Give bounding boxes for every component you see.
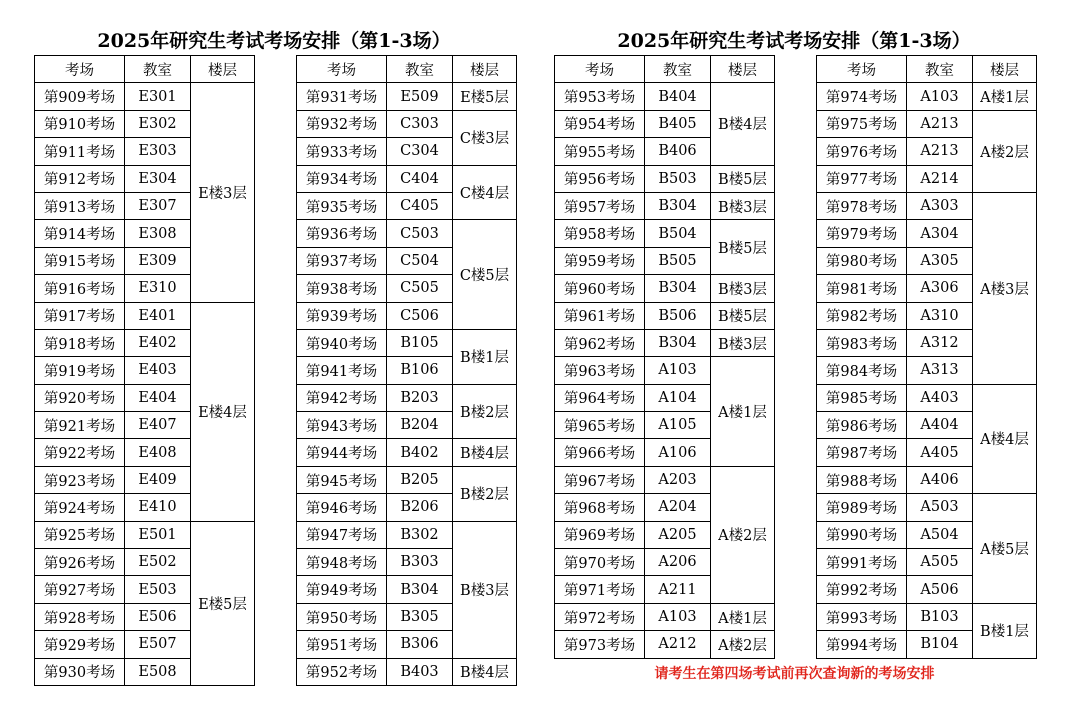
floor-cell: B楼2层 <box>453 384 517 439</box>
exam-room-cell: 第948考场 <box>297 549 387 576</box>
exam-room-cell: 第932考场 <box>297 110 387 137</box>
exam-room-cell: 第926考场 <box>35 549 125 576</box>
classroom-cell: A212 <box>645 631 711 658</box>
exam-room-cell: 第933考场 <box>297 138 387 165</box>
table-row <box>817 603 1037 630</box>
exam-room-cell: 第967考场 <box>555 466 645 493</box>
exam-room-cell: 第952考场 <box>297 658 387 685</box>
floor-cell: C楼5层 <box>453 220 517 330</box>
exam-room-cell: 第953考场 <box>555 83 645 110</box>
classroom-cell: E410 <box>125 494 191 521</box>
classroom-cell: B206 <box>387 494 453 521</box>
exam-room-cell: 第914考场 <box>35 220 125 247</box>
classroom-cell: B304 <box>387 576 453 603</box>
exam-room-cell: 第950考场 <box>297 603 387 630</box>
header-classroom: 教室 <box>125 56 191 83</box>
table-row <box>817 384 1037 411</box>
classroom-cell: A303 <box>907 192 973 219</box>
classroom-cell: C304 <box>387 138 453 165</box>
exam-room-cell: 第939考场 <box>297 302 387 329</box>
floor-cell: A楼2层 <box>711 631 775 658</box>
table-row <box>555 165 775 192</box>
table-row <box>817 83 1037 110</box>
exam-room-cell: 第960考场 <box>555 275 645 302</box>
floor-cell: E楼5层 <box>191 521 255 685</box>
exam-room-cell: 第972考场 <box>555 603 645 630</box>
exam-room-cell: 第986考场 <box>817 412 907 439</box>
table-row <box>35 521 255 548</box>
classroom-cell: B205 <box>387 466 453 493</box>
floor-cell: B楼4层 <box>453 658 517 685</box>
classroom-cell: B406 <box>645 138 711 165</box>
exam-room-cell: 第969考场 <box>555 521 645 548</box>
exam-room-cell: 第940考场 <box>297 329 387 356</box>
exam-room-cell: 第910考场 <box>35 110 125 137</box>
floor-cell: A楼1层 <box>973 83 1037 110</box>
table-row <box>555 603 775 630</box>
classroom-cell: C504 <box>387 247 453 274</box>
exam-room-cell: 第962考场 <box>555 329 645 356</box>
floor-cell: A楼5层 <box>973 494 1037 604</box>
exam-room-cell: 第927考场 <box>35 576 125 603</box>
classroom-cell: A312 <box>907 329 973 356</box>
table-row <box>555 631 775 658</box>
classroom-cell: E509 <box>387 83 453 110</box>
classroom-cell: A103 <box>645 603 711 630</box>
classroom-cell: E303 <box>125 138 191 165</box>
classroom-cell: A106 <box>645 439 711 466</box>
classroom-cell: C506 <box>387 302 453 329</box>
header-exam-room: 考场 <box>297 56 387 83</box>
exam-room-cell: 第911考场 <box>35 138 125 165</box>
classroom-cell: A214 <box>907 165 973 192</box>
table-row <box>297 110 517 137</box>
exam-room-cell: 第923考场 <box>35 466 125 493</box>
exam-room-cell: 第989考场 <box>817 494 907 521</box>
classroom-cell: E403 <box>125 357 191 384</box>
table-row <box>297 658 517 685</box>
exam-room-cell: 第992考场 <box>817 576 907 603</box>
classroom-cell: A503 <box>907 494 973 521</box>
table-row <box>555 466 775 493</box>
header-exam-room: 考场 <box>35 56 125 83</box>
classroom-cell: A506 <box>907 576 973 603</box>
table-row <box>817 110 1037 137</box>
table-row <box>35 302 255 329</box>
table-row <box>555 329 775 356</box>
schedule-table-4 <box>816 55 1037 659</box>
floor-cell: B楼1层 <box>453 329 517 384</box>
classroom-cell: C405 <box>387 192 453 219</box>
classroom-cell: A213 <box>907 110 973 137</box>
exam-room-cell: 第979考场 <box>817 220 907 247</box>
exam-room-cell: 第920考场 <box>35 384 125 411</box>
classroom-cell: B105 <box>387 329 453 356</box>
floor-cell: B楼5层 <box>711 165 775 192</box>
classroom-cell: E304 <box>125 165 191 192</box>
exam-room-cell: 第942考场 <box>297 384 387 411</box>
classroom-cell: A405 <box>907 439 973 466</box>
classroom-cell: E407 <box>125 412 191 439</box>
classroom-cell: E404 <box>125 384 191 411</box>
exam-room-cell: 第941考场 <box>297 357 387 384</box>
floor-cell: A楼1层 <box>711 357 775 467</box>
exam-room-cell: 第945考场 <box>297 466 387 493</box>
header-row <box>555 56 775 83</box>
floor-cell: A楼3层 <box>973 192 1037 384</box>
table-row <box>297 521 517 548</box>
classroom-cell: A305 <box>907 247 973 274</box>
exam-room-cell: 第981考场 <box>817 275 907 302</box>
classroom-cell: B402 <box>387 439 453 466</box>
classroom-cell: E301 <box>125 83 191 110</box>
table-row <box>297 329 517 356</box>
header-row <box>35 56 255 83</box>
exam-room-cell: 第919考场 <box>35 357 125 384</box>
exam-room-cell: 第924考场 <box>35 494 125 521</box>
classroom-cell: A310 <box>907 302 973 329</box>
table-row <box>297 220 517 247</box>
exam-room-cell: 第974考场 <box>817 83 907 110</box>
classroom-cell: B304 <box>645 275 711 302</box>
table-row <box>817 494 1037 521</box>
floor-cell: A楼4层 <box>973 384 1037 494</box>
classroom-cell: B404 <box>645 83 711 110</box>
classroom-cell: B303 <box>387 549 453 576</box>
floor-cell: B楼2层 <box>453 466 517 521</box>
exam-room-cell: 第954考场 <box>555 110 645 137</box>
floor-cell: A楼2层 <box>711 466 775 603</box>
header-row <box>817 56 1037 83</box>
classroom-cell: A313 <box>907 357 973 384</box>
classroom-cell: A103 <box>907 83 973 110</box>
classroom-cell: E309 <box>125 247 191 274</box>
classroom-cell: A505 <box>907 549 973 576</box>
classroom-cell: B306 <box>387 631 453 658</box>
schedule-table-2 <box>296 55 517 686</box>
exam-room-cell: 第912考场 <box>35 165 125 192</box>
classroom-cell: E409 <box>125 466 191 493</box>
exam-room-cell: 第976考场 <box>817 138 907 165</box>
table-row <box>35 83 255 110</box>
classroom-cell: B403 <box>387 658 453 685</box>
classroom-cell: B304 <box>645 192 711 219</box>
table-row <box>555 83 775 110</box>
classroom-cell: A204 <box>645 494 711 521</box>
header-row <box>297 56 517 83</box>
exam-room-cell: 第956考场 <box>555 165 645 192</box>
exam-room-cell: 第991考场 <box>817 549 907 576</box>
exam-room-cell: 第964考场 <box>555 384 645 411</box>
classroom-cell: E401 <box>125 302 191 329</box>
classroom-cell: B106 <box>387 357 453 384</box>
exam-room-cell: 第916考场 <box>35 275 125 302</box>
exam-room-cell: 第994考场 <box>817 631 907 658</box>
floor-cell: A楼2层 <box>973 110 1037 192</box>
header-exam-room: 考场 <box>817 56 907 83</box>
exam-room-cell: 第930考场 <box>35 658 125 685</box>
notice-text: 请考生在第四场考试前再次查询新的考场安排 <box>654 666 935 682</box>
schedule-table-1 <box>34 55 255 686</box>
header-exam-room: 考场 <box>555 56 645 83</box>
exam-room-cell: 第921考场 <box>35 412 125 439</box>
exam-room-cell: 第951考场 <box>297 631 387 658</box>
classroom-cell: B204 <box>387 412 453 439</box>
page-title-right: 2025年研究生考试考场安排（第1-3场） <box>617 30 971 52</box>
exam-room-cell: 第987考场 <box>817 439 907 466</box>
exam-room-cell: 第966考场 <box>555 439 645 466</box>
floor-cell: B楼5层 <box>711 302 775 329</box>
exam-room-cell: 第980考场 <box>817 247 907 274</box>
classroom-cell: E308 <box>125 220 191 247</box>
exam-room-cell: 第958考场 <box>555 220 645 247</box>
classroom-cell: A304 <box>907 220 973 247</box>
floor-cell: B楼3层 <box>711 192 775 219</box>
classroom-cell: A206 <box>645 549 711 576</box>
classroom-cell: E507 <box>125 631 191 658</box>
classroom-cell: A105 <box>645 412 711 439</box>
exam-room-cell: 第913考场 <box>35 192 125 219</box>
classroom-cell: E502 <box>125 549 191 576</box>
header-classroom: 教室 <box>645 56 711 83</box>
classroom-cell: B503 <box>645 165 711 192</box>
classroom-cell: E408 <box>125 439 191 466</box>
classroom-cell: B504 <box>645 220 711 247</box>
header-floor: 楼层 <box>973 56 1037 83</box>
table-row <box>555 357 775 384</box>
classroom-cell: A406 <box>907 466 973 493</box>
exam-room-cell: 第963考场 <box>555 357 645 384</box>
exam-room-cell: 第955考场 <box>555 138 645 165</box>
header-classroom: 教室 <box>387 56 453 83</box>
exam-room-cell: 第984考场 <box>817 357 907 384</box>
classroom-cell: A213 <box>907 138 973 165</box>
exam-room-cell: 第937考场 <box>297 247 387 274</box>
floor-cell: C楼4层 <box>453 165 517 220</box>
classroom-cell: A103 <box>645 357 711 384</box>
floor-cell: C楼3层 <box>453 110 517 165</box>
classroom-cell: E302 <box>125 110 191 137</box>
exam-room-cell: 第935考场 <box>297 192 387 219</box>
exam-room-cell: 第918考场 <box>35 329 125 356</box>
classroom-cell: E402 <box>125 329 191 356</box>
header-floor: 楼层 <box>711 56 775 83</box>
exam-room-cell: 第970考场 <box>555 549 645 576</box>
exam-room-cell: 第971考场 <box>555 576 645 603</box>
exam-room-cell: 第965考场 <box>555 412 645 439</box>
classroom-cell: A211 <box>645 576 711 603</box>
classroom-cell: A403 <box>907 384 973 411</box>
exam-room-cell: 第959考场 <box>555 247 645 274</box>
table-row <box>555 275 775 302</box>
exam-room-cell: 第925考场 <box>35 521 125 548</box>
table-row <box>297 439 517 466</box>
header-floor: 楼层 <box>191 56 255 83</box>
exam-room-cell: 第949考场 <box>297 576 387 603</box>
classroom-cell: B104 <box>907 631 973 658</box>
classroom-cell: B203 <box>387 384 453 411</box>
classroom-cell: A205 <box>645 521 711 548</box>
floor-cell: B楼4层 <box>711 83 775 165</box>
header-classroom: 教室 <box>907 56 973 83</box>
table-row <box>555 220 775 247</box>
exam-room-cell: 第946考场 <box>297 494 387 521</box>
exam-room-cell: 第934考场 <box>297 165 387 192</box>
classroom-cell: B302 <box>387 521 453 548</box>
table-row <box>297 466 517 493</box>
table-row <box>297 384 517 411</box>
classroom-cell: B506 <box>645 302 711 329</box>
table-row <box>555 192 775 219</box>
classroom-cell: A404 <box>907 412 973 439</box>
exam-room-cell: 第983考场 <box>817 329 907 356</box>
exam-room-cell: 第977考场 <box>817 165 907 192</box>
floor-cell: B楼3层 <box>453 521 517 658</box>
exam-room-cell: 第961考场 <box>555 302 645 329</box>
table-row <box>297 83 517 110</box>
floor-cell: A楼1层 <box>711 603 775 630</box>
exam-room-cell: 第973考场 <box>555 631 645 658</box>
classroom-cell: B405 <box>645 110 711 137</box>
classroom-cell: B305 <box>387 603 453 630</box>
exam-room-cell: 第938考场 <box>297 275 387 302</box>
exam-room-cell: 第943考场 <box>297 412 387 439</box>
classroom-cell: E307 <box>125 192 191 219</box>
classroom-cell: E506 <box>125 603 191 630</box>
exam-room-cell: 第915考场 <box>35 247 125 274</box>
floor-cell: B楼3层 <box>711 275 775 302</box>
table-row <box>555 302 775 329</box>
exam-room-cell: 第982考场 <box>817 302 907 329</box>
floor-cell: B楼4层 <box>453 439 517 466</box>
classroom-cell: B505 <box>645 247 711 274</box>
exam-room-cell: 第985考场 <box>817 384 907 411</box>
floor-cell: B楼1层 <box>973 603 1037 658</box>
classroom-cell: A104 <box>645 384 711 411</box>
classroom-cell: E310 <box>125 275 191 302</box>
classroom-cell: C505 <box>387 275 453 302</box>
exam-room-cell: 第922考场 <box>35 439 125 466</box>
classroom-cell: C303 <box>387 110 453 137</box>
classroom-cell: E501 <box>125 521 191 548</box>
exam-room-cell: 第993考场 <box>817 603 907 630</box>
exam-room-cell: 第975考场 <box>817 110 907 137</box>
floor-cell: B楼3层 <box>711 329 775 356</box>
exam-room-cell: 第947考场 <box>297 521 387 548</box>
exam-room-cell: 第917考场 <box>35 302 125 329</box>
floor-cell: E楼3层 <box>191 83 255 302</box>
classroom-cell: B304 <box>645 329 711 356</box>
exam-room-cell: 第968考场 <box>555 494 645 521</box>
floor-cell: E楼4层 <box>191 302 255 521</box>
classroom-cell: A203 <box>645 466 711 493</box>
classroom-cell: A504 <box>907 521 973 548</box>
floor-cell: B楼5层 <box>711 220 775 275</box>
exam-room-cell: 第929考场 <box>35 631 125 658</box>
exam-room-cell: 第909考场 <box>35 83 125 110</box>
exam-room-cell: 第957考场 <box>555 192 645 219</box>
classroom-cell: C404 <box>387 165 453 192</box>
exam-room-cell: 第944考场 <box>297 439 387 466</box>
exam-room-cell: 第928考场 <box>35 603 125 630</box>
exam-room-cell: 第988考场 <box>817 466 907 493</box>
exam-room-cell: 第978考场 <box>817 192 907 219</box>
table-row <box>817 192 1037 219</box>
classroom-cell: C503 <box>387 220 453 247</box>
classroom-cell: E503 <box>125 576 191 603</box>
exam-room-cell: 第990考场 <box>817 521 907 548</box>
table-row <box>297 165 517 192</box>
classroom-cell: A306 <box>907 275 973 302</box>
schedule-table-3 <box>554 55 775 659</box>
classroom-cell: B103 <box>907 603 973 630</box>
floor-cell: E楼5层 <box>453 83 517 110</box>
exam-room-cell: 第936考场 <box>297 220 387 247</box>
exam-room-cell: 第931考场 <box>297 83 387 110</box>
page-title-left: 2025年研究生考试考场安排（第1-3场） <box>97 30 451 52</box>
header-floor: 楼层 <box>453 56 517 83</box>
classroom-cell: E508 <box>125 658 191 685</box>
